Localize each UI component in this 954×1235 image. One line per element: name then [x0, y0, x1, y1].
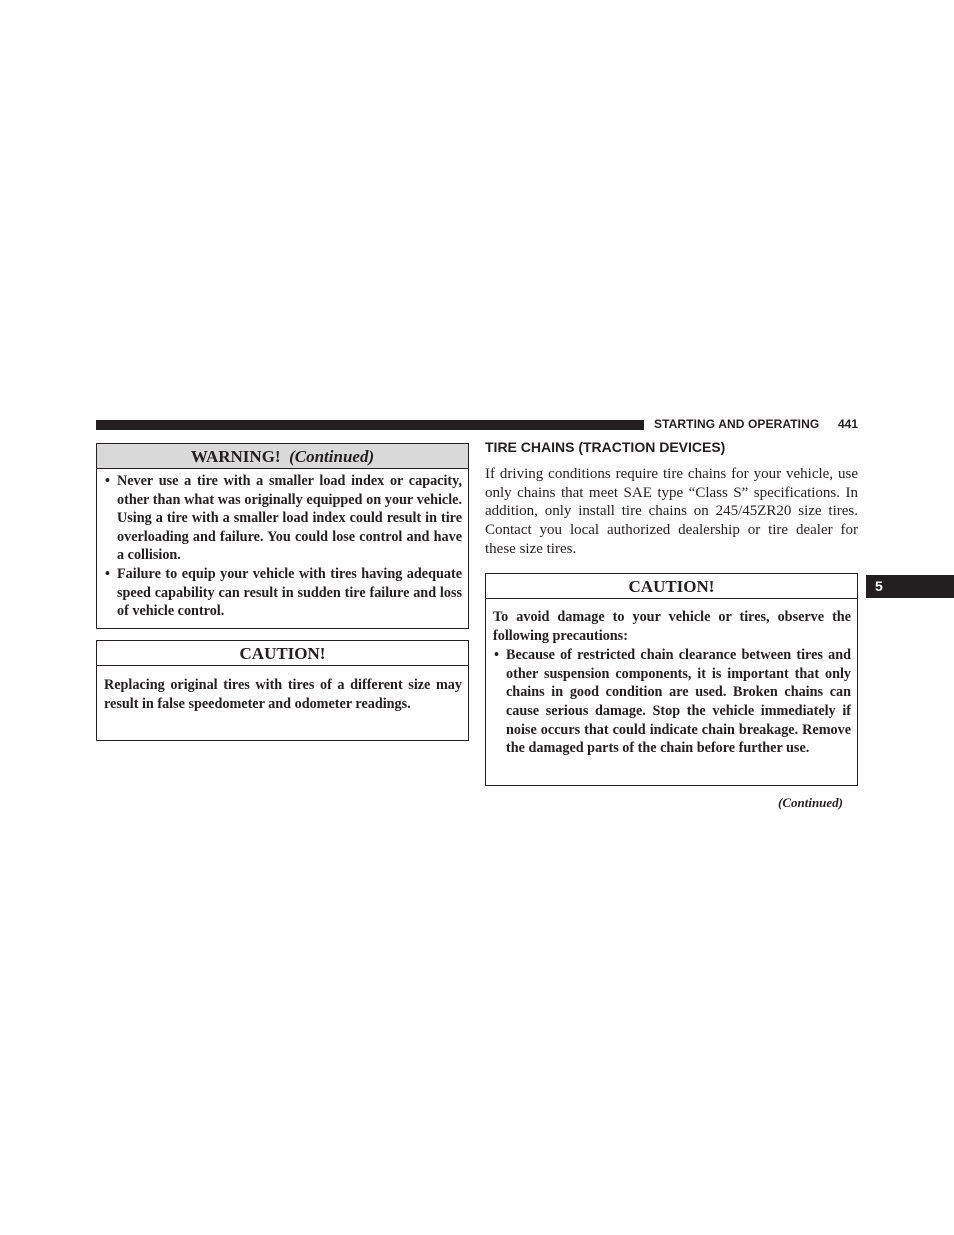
caution-box-right: [485, 573, 858, 786]
page-number: 441: [838, 417, 859, 431]
warning-continued-label: (Continued): [289, 447, 375, 466]
warning-bullet-item: [104, 565, 462, 621]
warning-box-body: [97, 469, 468, 627]
bullet-icon: •: [105, 473, 110, 489]
warning-box: [96, 443, 469, 629]
caution-left-text: Replacing original tires with tires of a different size may result in false speedometer and odometer readings.: [104, 677, 462, 712]
warning-box-title: [97, 444, 468, 469]
chapter-tab: 5: [866, 575, 954, 598]
tire-chains-paragraph: If driving conditions require tire chains for your vehicle, use only chains that meet SAE type “Class S” specifications. In addition, only install tire chains on 245/45ZR20 size tires. Contact you local authorized dealership or tire dealer for these size tires.: [485, 466, 858, 557]
warning-bullet-text: Failure to equip your vehicle with tires having adequate speed capability can result in sudden tire failure and loss of vehicle control.: [117, 565, 462, 620]
warning-bullet-item: [104, 472, 462, 565]
continued-note: (Continued): [778, 795, 844, 810]
bullet-icon: •: [105, 565, 110, 582]
running-header-section: STARTING AND OPERATING: [654, 417, 820, 431]
warning-bullet-list: [104, 472, 462, 621]
caution-bullet-list: [493, 646, 851, 758]
caution-right-intro: To avoid damage to your vehicle or tires, observe the following precautions:: [493, 609, 851, 644]
header-rule: [96, 420, 644, 430]
caution-box-left: [96, 640, 469, 741]
warning-label: WARNING!: [190, 447, 281, 466]
bullet-icon: •: [494, 647, 499, 664]
warning-bullet-text: Never use a tire with a smaller load index or capacity, other than what was originally equipped on your vehicle. Using a tire with a smaller load index could result in tire overloading and failure. You could lose control and have a collision.: [117, 473, 462, 564]
caution-box-right-title: CAUTION!: [486, 574, 857, 599]
caution-bullet-text: Because of restricted chain clearance between tires and other suspension components, it is important that only chains in good condition are used. Broken chains can cause serious damage. Stop the vehicle immediately if noise occurs that could indicate chain breakage. Remove the damaged parts of the chain before further use.: [506, 647, 851, 757]
caution-box-left-body: [97, 666, 468, 719]
caution-bullet-item: [493, 646, 851, 758]
section-heading: TIRE CHAINS (TRACTION DEVICES): [485, 439, 726, 455]
caution-box-right-body: [486, 599, 857, 764]
caution-box-left-title: CAUTION!: [97, 641, 468, 666]
